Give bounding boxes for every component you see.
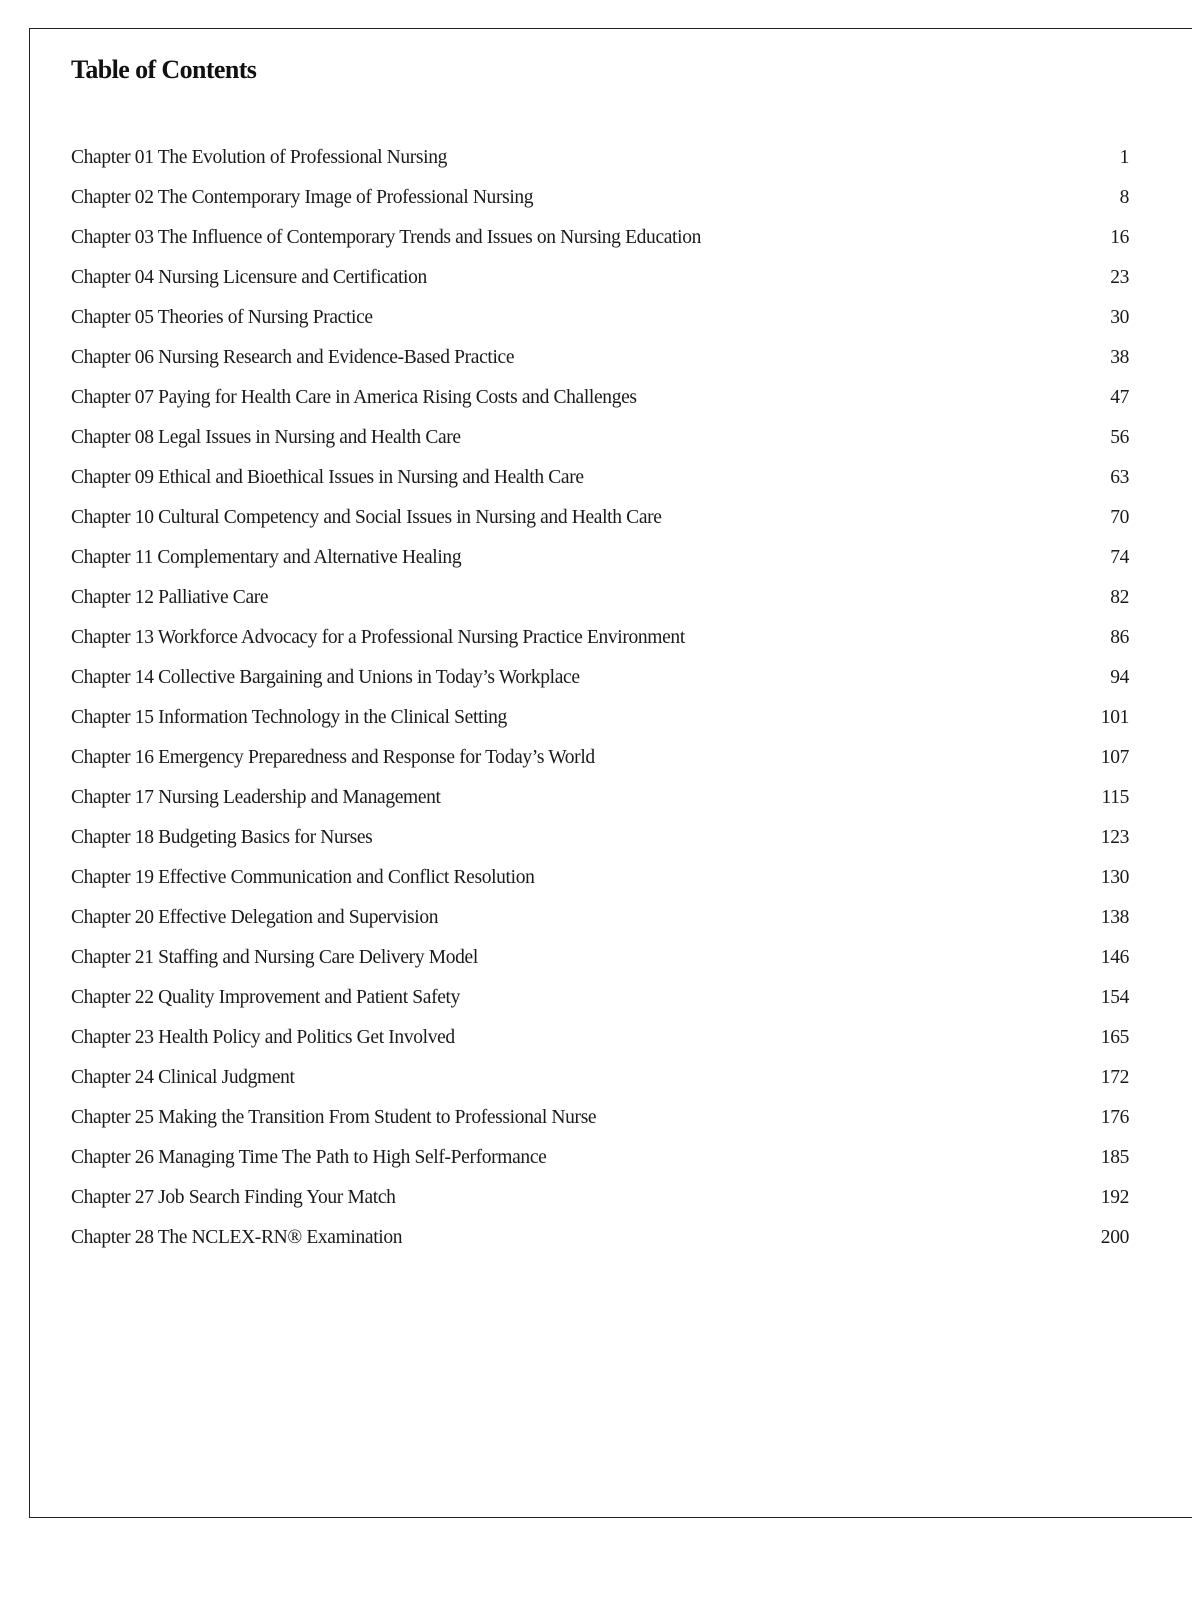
toc-entry-label: Chapter 03 The Influence of Contemporary Trends and Issues on Nursing Education [71, 227, 701, 248]
toc-entry [71, 418, 1129, 458]
toc-entry-page-number: 101 [1100, 707, 1129, 728]
toc-entry [71, 178, 1129, 218]
toc-entry [71, 1058, 1129, 1098]
toc-entry [71, 978, 1129, 1018]
toc-entry-page-number: 154 [1100, 987, 1129, 1008]
toc-entry [71, 1018, 1129, 1058]
toc-entry-page-number: 63 [1110, 467, 1129, 488]
toc-entry [71, 458, 1129, 498]
toc-entry-label: Chapter 27 Job Search Finding Your Match [71, 1187, 396, 1208]
toc-entry-page-number: 172 [1100, 1067, 1129, 1088]
toc-entry-page-number: 70 [1110, 507, 1129, 528]
toc-entry [71, 1098, 1129, 1138]
toc-entry-page-number: 86 [1110, 627, 1129, 648]
toc-entry [71, 498, 1129, 538]
toc-entry-page-number: 146 [1100, 947, 1129, 968]
toc-entry-page-number: 130 [1100, 867, 1129, 888]
toc-entry [71, 298, 1129, 338]
toc-entry-page-number: 115 [1101, 787, 1129, 808]
toc-entry [71, 818, 1129, 858]
toc-entry-label: Chapter 11 Complementary and Alternative Healing [71, 547, 462, 568]
toc-entry-page-number: 200 [1100, 1227, 1129, 1248]
toc-entry-label: Chapter 28 The NCLEX-RN® Examination [71, 1227, 403, 1248]
toc-entry-label: Chapter 24 Clinical Judgment [71, 1067, 295, 1088]
toc-entry-label: Chapter 08 Legal Issues in Nursing and Health Care [71, 427, 461, 448]
toc-list [71, 138, 1129, 1258]
toc-entry-page-number: 82 [1110, 587, 1129, 608]
toc-entry-page-number: 165 [1100, 1027, 1129, 1048]
toc-entry [71, 1178, 1129, 1218]
toc-entry-page-number: 138 [1100, 907, 1129, 928]
toc-entry-label: Chapter 04 Nursing Licensure and Certification [71, 267, 427, 288]
toc-entry [71, 778, 1129, 818]
toc-entry [71, 338, 1129, 378]
toc-entry-label: Chapter 12 Palliative Care [71, 587, 269, 608]
toc-entry-page-number: 123 [1100, 827, 1129, 848]
toc-entry-label: Chapter 15 Information Technology in the Clinical Setting [71, 707, 507, 728]
toc-entry-label: Chapter 22 Quality Improvement and Patient Safety [71, 987, 460, 1008]
toc-entry-label: Chapter 21 Staffing and Nursing Care Delivery Model [71, 947, 478, 968]
toc-entry-page-number: 23 [1110, 267, 1129, 288]
toc-entry-label: Chapter 25 Making the Transition From Student to Professional Nurse [71, 1107, 597, 1128]
toc-entry-page-number: 47 [1110, 387, 1129, 408]
toc-entry-label: Chapter 09 Ethical and Bioethical Issues in Nursing and Health Care [71, 467, 584, 488]
toc-entry-label: Chapter 01 The Evolution of Professional Nursing [71, 147, 448, 168]
toc-entry-page-number: 1 [1119, 147, 1129, 168]
toc-entry-label: Chapter 17 Nursing Leadership and Management [71, 787, 441, 808]
toc-entry [71, 898, 1129, 938]
toc-entry-page-number: 38 [1110, 347, 1129, 368]
toc-entry [71, 378, 1129, 418]
toc-entry-label: Chapter 19 Effective Communication and Conflict Resolution [71, 867, 535, 888]
toc-entry [71, 618, 1129, 658]
toc-entry-page-number: 30 [1110, 307, 1129, 328]
toc-entry [71, 938, 1129, 978]
toc-entry-label: Chapter 07 Paying for Health Care in America Rising Costs and Challenges [71, 387, 637, 408]
toc-entry [71, 738, 1129, 778]
toc-entry-page-number: 185 [1100, 1147, 1129, 1168]
toc-entry [71, 258, 1129, 298]
toc-entry-label: Chapter 06 Nursing Research and Evidence-Based Practice [71, 347, 515, 368]
toc-entry-label: Chapter 10 Cultural Competency and Social Issues in Nursing and Health Care [71, 507, 662, 528]
toc-entry-page-number: 56 [1110, 427, 1129, 448]
toc-entry-label: Chapter 18 Budgeting Basics for Nurses [71, 827, 373, 848]
toc-entry [71, 218, 1129, 258]
page-title: Table of Contents [71, 55, 257, 84]
toc-entry-page-number: 94 [1110, 667, 1129, 688]
toc-entry-page-number: 192 [1100, 1187, 1129, 1208]
toc-entry-label: Chapter 16 Emergency Preparedness and Response for Today’s World [71, 747, 595, 768]
toc-entry [71, 1138, 1129, 1178]
toc-entry-label: Chapter 02 The Contemporary Image of Professional Nursing [71, 187, 534, 208]
toc-entry [71, 538, 1129, 578]
toc-entry [71, 658, 1129, 698]
toc-entry-page-number: 176 [1100, 1107, 1129, 1128]
toc-entry [71, 698, 1129, 738]
toc-entry [71, 138, 1129, 178]
toc-entry-page-number: 8 [1119, 187, 1129, 208]
toc-entry [71, 1218, 1129, 1258]
toc-entry-label: Chapter 14 Collective Bargaining and Unions in Today’s Workplace [71, 667, 580, 688]
toc-entry-page-number: 74 [1110, 547, 1129, 568]
toc-entry [71, 578, 1129, 618]
toc-entry-label: Chapter 05 Theories of Nursing Practice [71, 307, 373, 328]
toc-entry [71, 858, 1129, 898]
toc-entry-page-number: 107 [1100, 747, 1129, 768]
toc-entry-label: Chapter 13 Workforce Advocacy for a Professional Nursing Practice Environment [71, 627, 685, 648]
toc-entry-label: Chapter 20 Effective Delegation and Supervision [71, 907, 439, 928]
toc-entry-page-number: 16 [1110, 227, 1129, 248]
toc-entry-label: Chapter 23 Health Policy and Politics Get Involved [71, 1027, 455, 1048]
toc-entry-label: Chapter 26 Managing Time The Path to High Self-Performance [71, 1147, 547, 1168]
